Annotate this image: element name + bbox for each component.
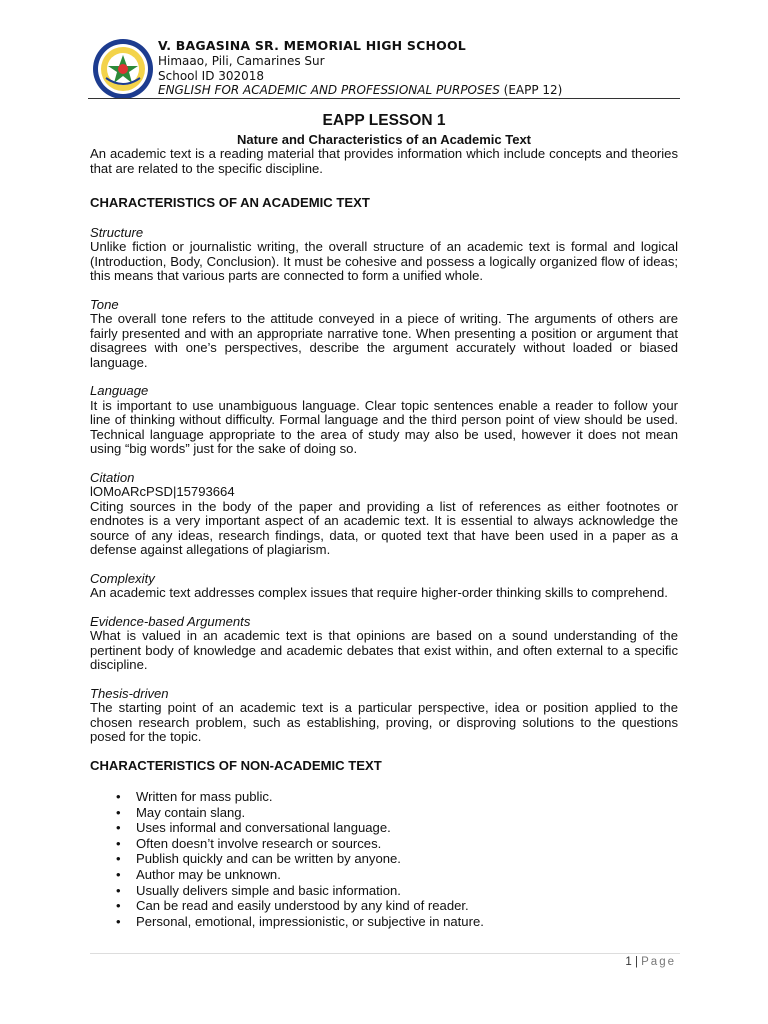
- list-item: • Personal, emotional, impressionistic, or subjective in nature.: [116, 913, 484, 929]
- section-heading-academic: CHARACTERISTICS OF AN ACADEMIC TEXT: [90, 195, 370, 210]
- bullet-icon: •: [116, 835, 121, 851]
- subheading-language: Language: [90, 383, 149, 398]
- subheading-structure: Structure: [90, 224, 144, 240]
- page-label: Page: [641, 956, 676, 968]
- page-separator: |: [634, 956, 638, 968]
- school-seal-icon: [92, 38, 154, 100]
- citation-code: lOMoARcPSD|15793664: [90, 484, 235, 499]
- school-header: [158, 38, 562, 98]
- bullet-icon: •: [116, 851, 121, 867]
- bullet-icon: •: [116, 789, 121, 804]
- subheading-thesis: Thesis-driven: [90, 685, 169, 701]
- non-academic-list: [90, 789, 678, 929]
- page-footer: [625, 956, 676, 968]
- page-number: 1: [625, 956, 632, 968]
- course-line: [158, 83, 562, 98]
- school-address: Himaao, Pili, Camarines Sur: [158, 54, 325, 68]
- bullet-icon: •: [116, 882, 121, 898]
- subheading-tone: Tone: [90, 296, 119, 312]
- list-item: • Uses informal and conversational language.: [116, 820, 391, 836]
- paragraph-tone: The overall tone refers to the attitude conveyed in a piece of writing. The arguments of others are fairly presented and with an appropriate narrative tone. When presenting a position or argument that disagrees with one’s perspectives, describe the argument accurately without loaded or biased language.: [90, 311, 678, 370]
- list-item: • Usually delivers simple and basic information.: [116, 882, 401, 898]
- bullet-icon: •: [116, 866, 121, 882]
- section-heading-non-academic: CHARACTERISTICS OF NON-ACADEMIC TEXT: [90, 757, 382, 773]
- paragraph-evidence: What is valued in an academic text is that opinions are based on a sound understanding of the pertinent body of knowledge and academic debates that exist within, and often external to a specific discipline.: [90, 628, 678, 672]
- page-title: EAPP LESSON 1: [322, 112, 446, 129]
- paragraph-citation: Citing sources in the body of the paper and providing a list of references as either footnotes or endnotes is a very important aspect of an academic text. It is essential to always acknowledge the source of any ideas, research findings, data, or quoted text that have been used in a paper as a defense against allegations of plagiarism.: [90, 498, 678, 557]
- school-id: School ID 302018: [158, 68, 265, 83]
- subheading-complexity: Complexity: [90, 570, 155, 586]
- list-item: • Written for mass public.: [116, 789, 273, 804]
- course-code: (EAPP 12): [503, 83, 563, 97]
- paragraph-complexity: An academic text addresses complex issues that require higher-order thinking skills to comprehend.: [90, 585, 668, 600]
- list-item: • Often doesn’t involve research or sources.: [116, 835, 382, 851]
- intro-paragraph: An academic text is a reading material that provides information which include concepts and theories that are related to the specific discipline.: [90, 146, 678, 176]
- list-item: • May contain slang.: [116, 804, 246, 820]
- paragraph-thesis: The starting point of an academic text is a particular perspective, idea or position applied to the chosen research problem, such as establishing, proving, or disproving solutions to the questions posed for the topic.: [90, 700, 678, 744]
- bullet-icon: •: [116, 913, 121, 929]
- list-item: • Publish quickly and can be written by anyone.: [116, 851, 401, 867]
- list-item: • Can be read and easily understood by any kind of reader.: [116, 898, 469, 914]
- subheading-citation: Citation: [90, 469, 135, 485]
- subheading-evidence: Evidence-based Arguments: [90, 613, 251, 629]
- bullet-icon: •: [116, 898, 121, 914]
- course-title: ENGLISH FOR ACADEMIC AND PROFESSIONAL PURPOSES: [158, 83, 500, 97]
- page-subtitle: Nature and Characteristics of an Academic Text: [236, 132, 532, 147]
- footer-divider: [90, 953, 680, 954]
- header-divider: [88, 98, 680, 99]
- bullet-icon: •: [116, 804, 121, 820]
- document-body: [90, 112, 678, 929]
- paragraph-language: It is important to use unambiguous language. Clear topic sentences enable a reader to follow your line of thinking without difficulty. Formal language and the third person point of view should be used. Technical language appropriate to the area of study may also be used, however it does not mean using “big words” just for the sake of doing so.: [90, 397, 678, 456]
- school-name: V. BAGASINA SR. MEMORIAL HIGH SCHOOL: [158, 38, 466, 53]
- list-item: • Author may be unknown.: [116, 866, 281, 882]
- bullet-icon: •: [116, 820, 121, 836]
- paragraph-structure: Unlike fiction or journalistic writing, the overall structure of an academic text is formal and logical (Introduction, Body, Conclusion). It must be cohesive and possess a logically organized flow of ideas; this means that various parts are connected to form a unified whole.: [90, 239, 678, 283]
